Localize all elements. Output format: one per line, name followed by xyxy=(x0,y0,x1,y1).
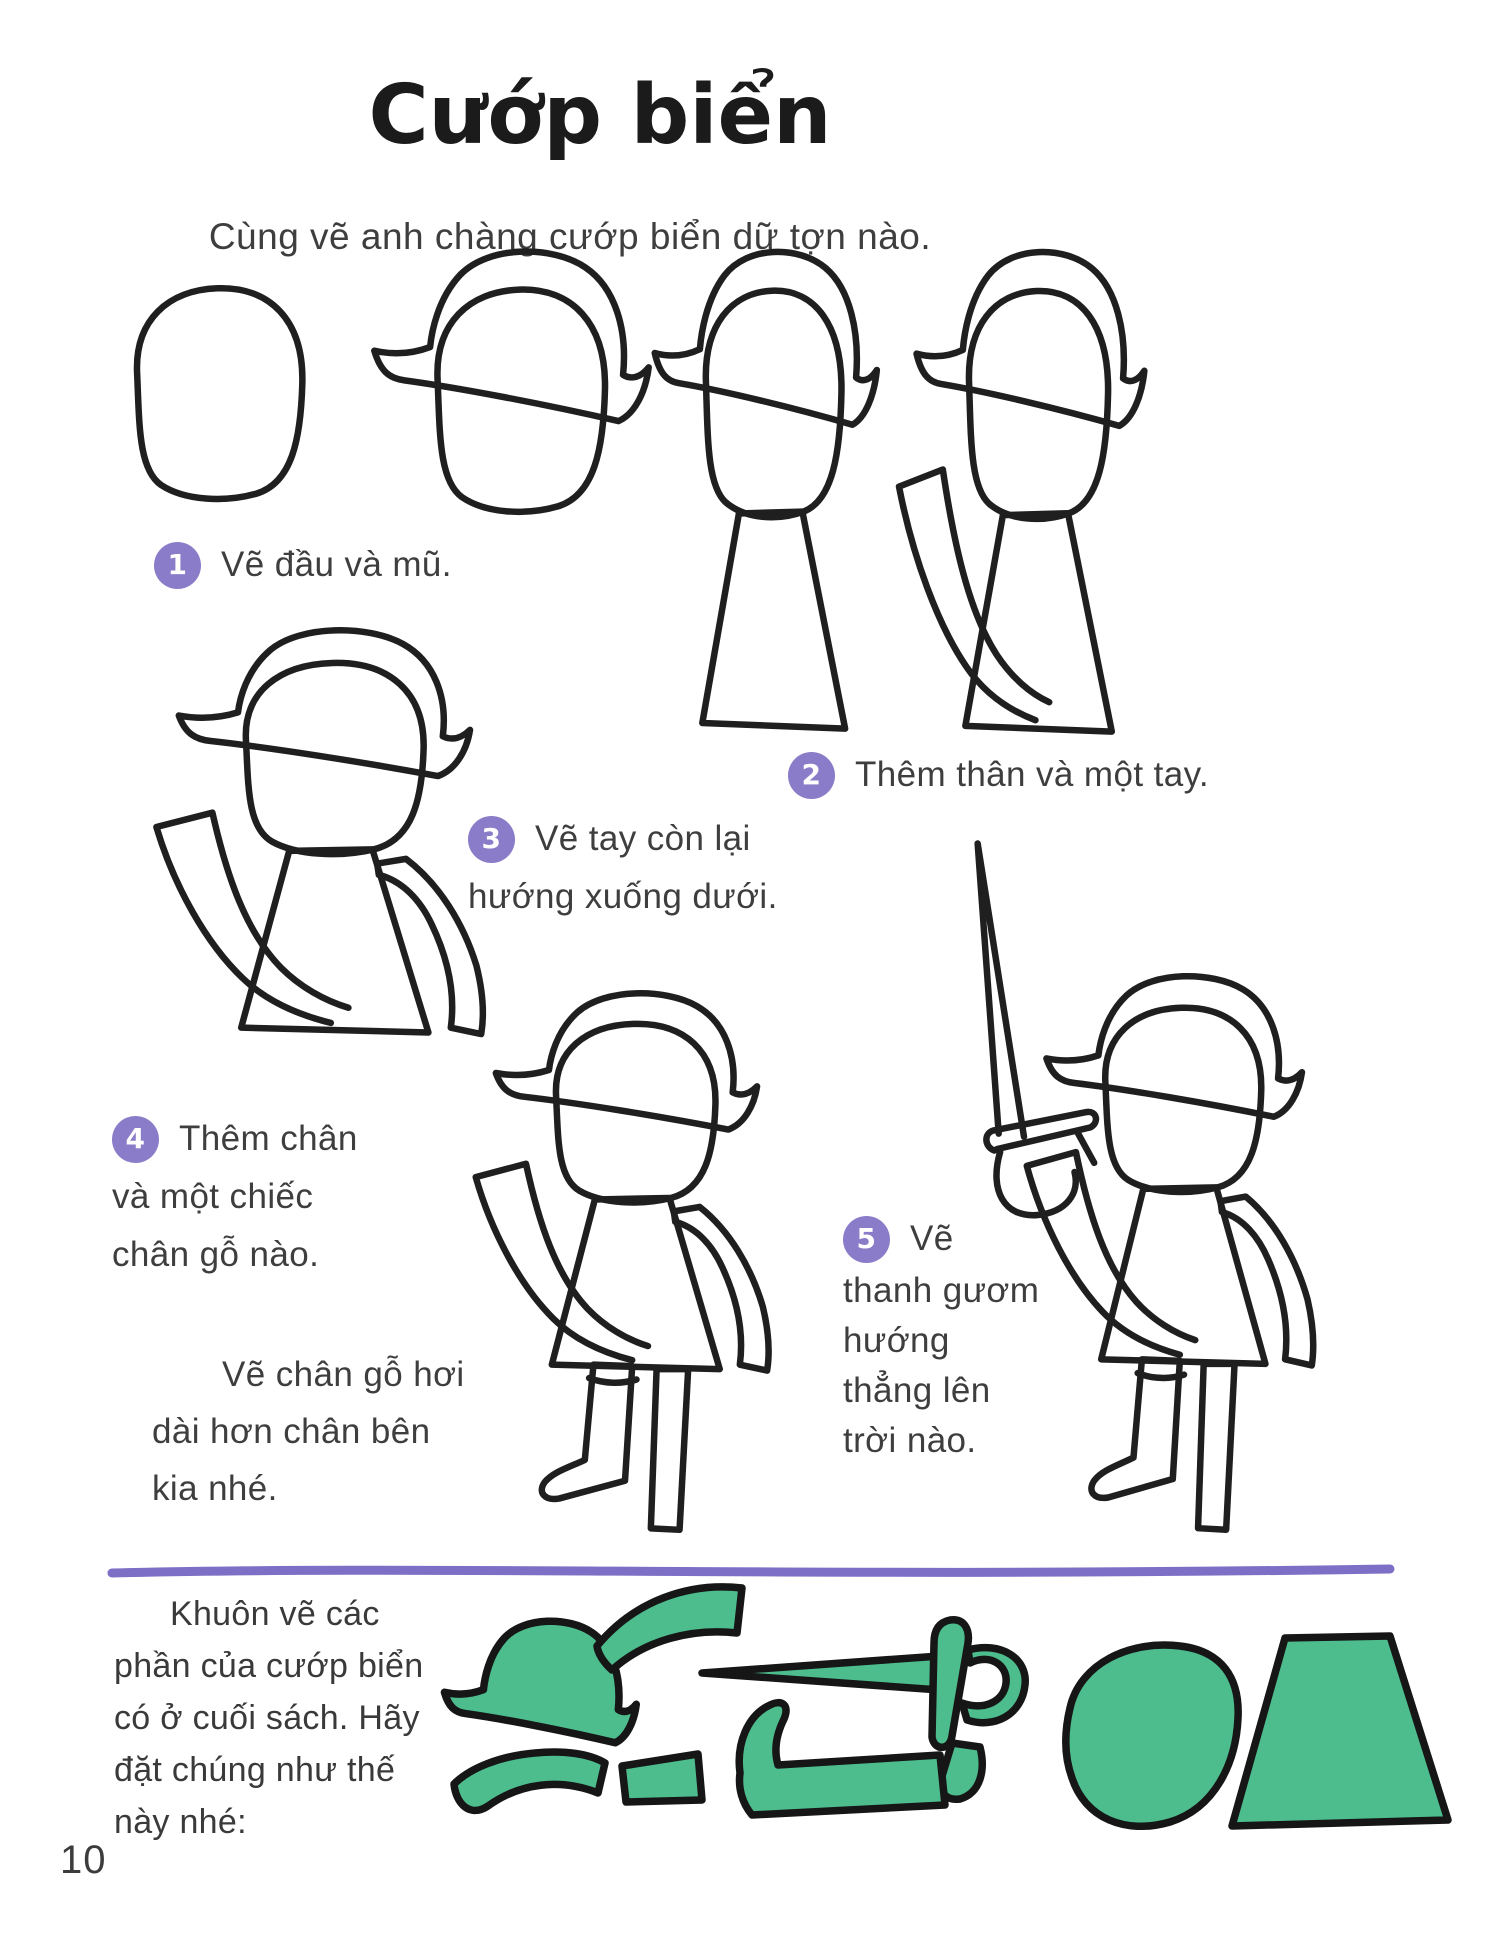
template-brim-top-shape xyxy=(597,1587,742,1670)
template-boot-shape xyxy=(739,1703,945,1815)
step-3-text-line1: Vẽ tay còn lại xyxy=(535,819,751,858)
step-4-text-line2: và một chiếc xyxy=(112,1177,314,1216)
step4-legs-sketch xyxy=(470,980,775,1538)
step1-head-sketch xyxy=(126,276,312,506)
page-number: 10 xyxy=(60,1838,107,1882)
step-3-text-line2: hướng xuống dưới. xyxy=(468,877,778,916)
step3-two-arms-sketch xyxy=(150,616,490,1046)
step-5-text-line1: Vẽ xyxy=(910,1219,954,1258)
step-4-text-line3: chân gỗ nào. xyxy=(112,1235,320,1274)
page-title: Cướp biển xyxy=(368,68,832,163)
step-5-text-line3: hướng xyxy=(843,1321,950,1360)
note-line2: dài hơn chân bên xyxy=(152,1412,431,1451)
template-line3: có ở cuối sách. Hãy xyxy=(114,1699,420,1737)
step-2-text: Thêm thân và một tay. xyxy=(855,755,1210,794)
step1-head-and-hat-sketch xyxy=(366,235,660,522)
step-4-text-line1: Thêm chân xyxy=(179,1119,358,1158)
template-line5: này nhé: xyxy=(114,1803,247,1841)
step-1-badge: 1 xyxy=(154,542,201,589)
step2-one-arm-sketch xyxy=(894,235,1160,743)
step-3-caption xyxy=(468,810,828,926)
note-line1: Vẽ chân gỗ hơi xyxy=(222,1355,465,1394)
template-pegleg-shape xyxy=(622,1754,702,1802)
page-subtitle: Cùng vẽ anh chàng cướp biển dữ tợn nào. xyxy=(208,216,932,257)
step-5-text-line5: trời nào. xyxy=(843,1421,977,1460)
step-4-caption xyxy=(112,1110,432,1284)
template-line1: Khuôn vẽ các xyxy=(170,1595,380,1633)
template-sword-blade-shape xyxy=(702,1656,940,1690)
step-5-caption xyxy=(843,1212,1103,1466)
step-5-badge: 5 xyxy=(843,1216,890,1263)
note-line3: kia nhé. xyxy=(152,1469,278,1508)
step-1-text: Vẽ đầu và mũ. xyxy=(221,545,452,584)
template-sword-crossguard-shape xyxy=(932,1620,968,1748)
template-line4: đặt chúng như thế xyxy=(114,1751,396,1789)
step-2-badge: 2 xyxy=(788,752,835,799)
template-shapes xyxy=(440,1578,1465,1848)
peg-leg-note xyxy=(152,1346,492,1517)
step-4-badge: 4 xyxy=(112,1116,159,1163)
step-1-caption xyxy=(154,536,452,594)
step-2-caption xyxy=(788,746,1209,804)
template-sword-guard-loop-shape xyxy=(962,1648,1025,1723)
template-head-shape xyxy=(1066,1645,1238,1826)
step-5-text-line2: thanh gươm xyxy=(843,1271,1040,1310)
template-brim-bottom-shape xyxy=(454,1752,605,1810)
template-body-shape xyxy=(1232,1636,1448,1826)
template-line2: phần của cướp biển xyxy=(114,1647,424,1685)
step-3-badge: 3 xyxy=(468,816,515,863)
step-5-text-line4: thẳng lên xyxy=(843,1371,991,1410)
step2-body-sketch xyxy=(648,235,886,740)
